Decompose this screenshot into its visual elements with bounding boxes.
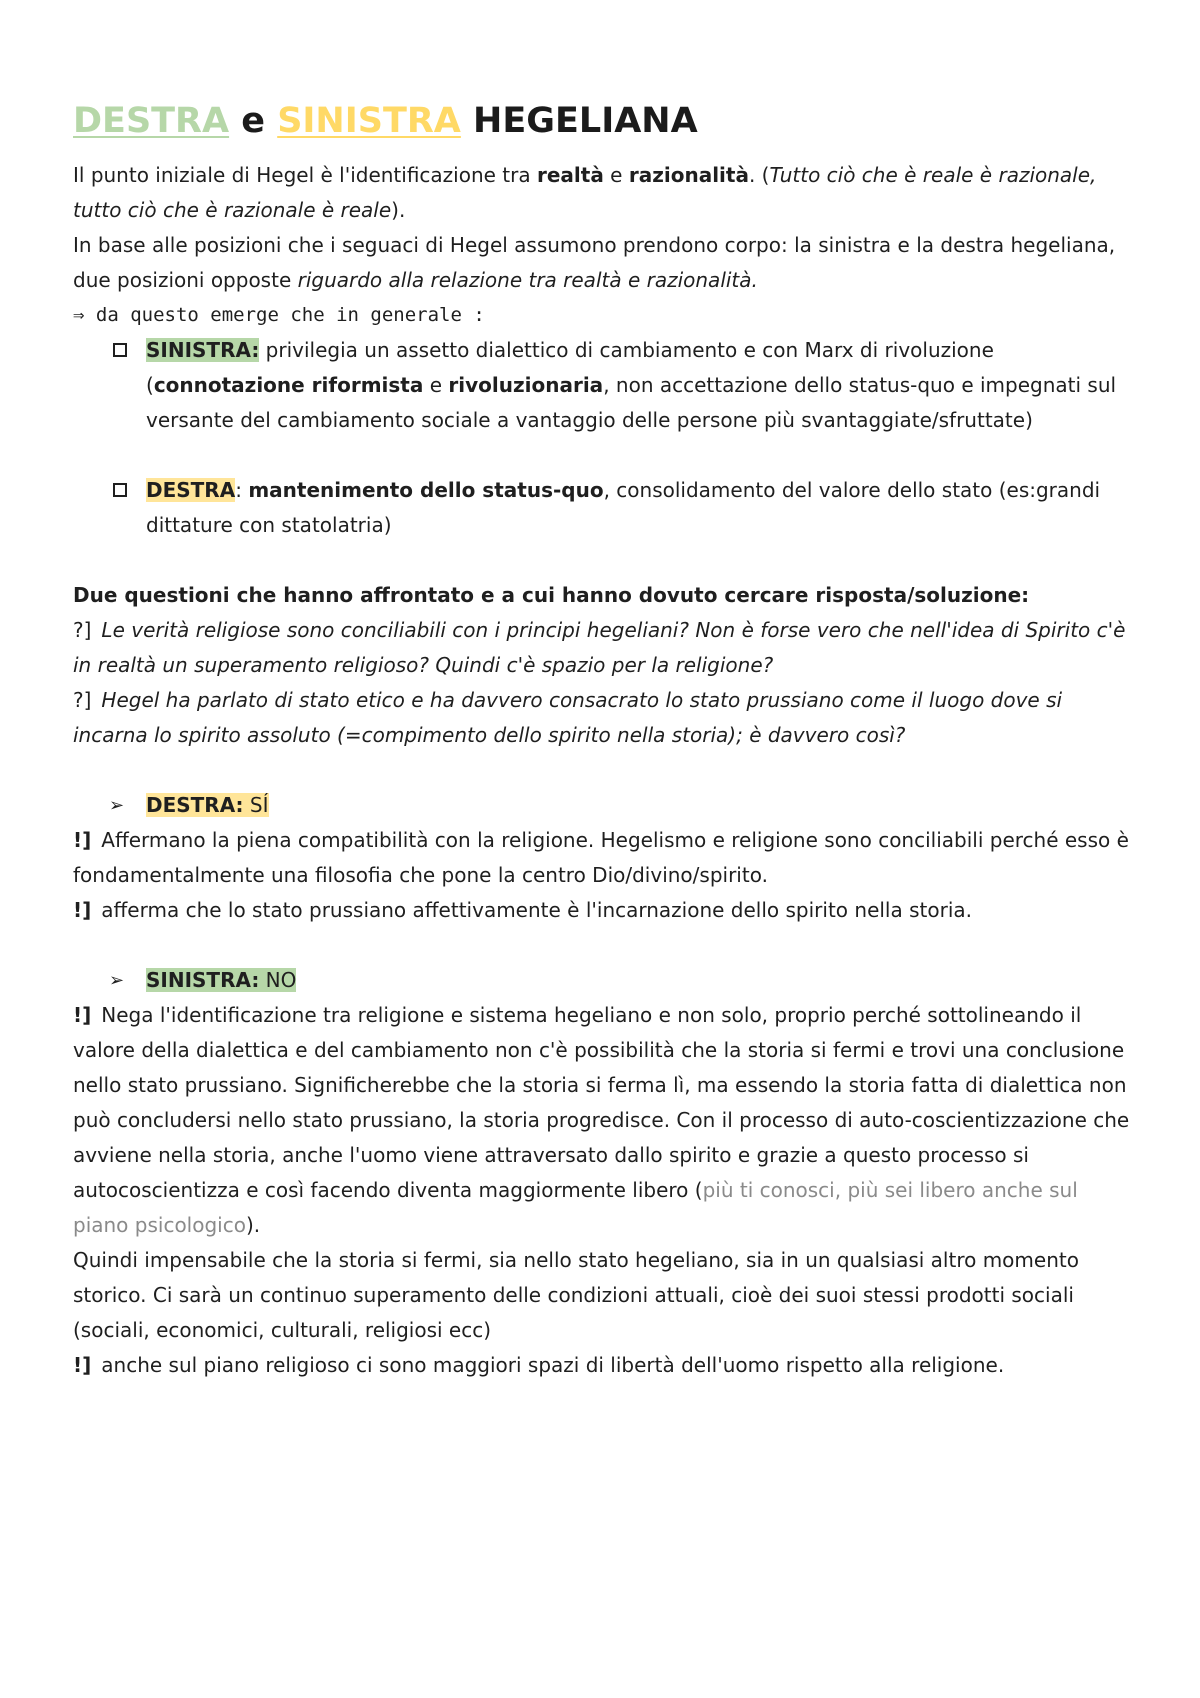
title-hegeliana: HEGELIANA — [460, 101, 698, 141]
question-text: Hegel ha parlato di stato etico e ha davvero consacrato lo stato prussiano come il luogo dove si incarna lo spirito assoluto (=compimento dello spirito nella storia); è davvero così? — [73, 688, 1063, 747]
title-destra: DESTRA — [73, 101, 230, 141]
sinistra-text: ). — [245, 1213, 261, 1237]
destra-heading — [73, 788, 1138, 823]
questions-heading — [73, 578, 1138, 613]
intro-paragraph-2 — [73, 228, 1138, 298]
destra-text: Affermano la piena compatibilità con la religione. Hegelismo e religione sono conciliabili perché esso è fondamentalmente una filosofia che pone la centro Dio/divino/spirito. — [73, 828, 1129, 887]
sinistra-label: SINISTRA: — [146, 338, 260, 362]
sinistra-answer-label — [146, 968, 296, 992]
exclamation-mark: !] — [73, 1353, 92, 1377]
sinistra-answer: NO — [259, 968, 297, 992]
intro-bold-realta: realtà — [536, 163, 604, 187]
bullet-bold: connotazione riformista — [153, 373, 424, 397]
spacer — [73, 438, 1138, 473]
spacer — [73, 543, 1138, 578]
questions-heading-text: Due questioni che hanno affrontato e a cui hanno dovuto cercare risposta/soluzione: — [73, 583, 1030, 607]
question-2 — [73, 683, 1138, 753]
intro-text: ). — [391, 198, 406, 222]
document-body — [73, 96, 1138, 1383]
bullet-text: : — [235, 478, 249, 502]
exclamation-mark: !] — [73, 828, 92, 852]
exclamation-mark: !] — [73, 898, 92, 922]
intro-quote: Tutto ciò che è reale è razionale, tutto ciò che è razionale è reale — [73, 163, 1097, 222]
title-conjunction: e — [229, 101, 278, 141]
question-mark: ?] — [73, 618, 92, 642]
bullet-bold: rivoluzionaria — [448, 373, 604, 397]
title-sinistra: SINISTRA — [277, 101, 461, 141]
destra-text: afferma che lo stato prussiano affettivamente è l'incarnazione dello spirito nella storia. — [101, 898, 972, 922]
checkbox-icon — [113, 483, 127, 497]
destra-paragraph-1 — [73, 823, 1138, 893]
bullet-text: e — [423, 373, 449, 397]
page-title — [73, 96, 1138, 146]
sinistra-text: anche sul piano religioso ci sono maggiori spazi di libertà dell'uomo rispetto alla religione. — [101, 1353, 1005, 1377]
intro-bold-razionalita: razionalità — [628, 163, 749, 187]
bullet-text: , consolidamento del valore dello stato (es:grandi dittature con statolatria) — [146, 478, 1101, 537]
bullet-text: , non accettazione dello status-quo e impegnati sul versante del cambiamento sociale a vantaggio delle persone più svantaggiate/sfruttate) — [146, 373, 1117, 432]
destra-answer-label — [146, 793, 269, 817]
intro-paragraph-1 — [73, 158, 1138, 228]
sinistra-grey-note: più ti conosci, più sei libero anche sul piano psicologico — [73, 1178, 1078, 1237]
bullet-list — [73, 333, 1138, 543]
checkbox-icon — [113, 343, 127, 357]
intro-text: In base alle posizioni che i seguaci di Hegel assumono prendono corpo: la sinistra e la destra hegeliana, due posizioni opposte — [73, 233, 1116, 292]
destra-label-text: DESTRA: — [146, 793, 244, 817]
intro-text: Il punto iniziale di Hegel è l'identificazione tra — [73, 163, 537, 187]
sinistra-text: Nega l'identificazione tra religione e sistema hegeliano e non solo, proprio perché sottolineando il valore della dialettica e del cambiamento non c'è possibilità che la storia si fermi e trovi una conclusione nello stato prussiano. Significherebbe che la storia si ferma lì, ma essendo la storia fatta di dialettica non può concludersi nello stato prussiano, la storia progredisce. Con il processo di auto-coscientizzazione che avviene nella storia, anche l'uomo viene attraversato dallo spirito e grazie a questo processo si autocoscientizza e così facendo diventa maggiormente libero ( — [73, 1003, 1130, 1202]
destra-paragraph-2 — [73, 893, 1138, 928]
intro-text: e — [603, 163, 629, 187]
question-mark: ?] — [73, 688, 92, 712]
question-text: Le verità religiose sono conciliabili con i principi hegeliani? Non è forse vero che nell'idea di Spirito c'è in realtà un superamento religioso? Quindi c'è spazio per la religione? — [73, 618, 1126, 677]
arrowhead-icon: ➢ — [109, 795, 125, 816]
sinistra-paragraph-2: Quindi impensabile che la storia si fermi, sia nello stato hegeliano, sia in un qualsiasi altro momento storico. Ci sarà un continuo superamento delle condizioni attuali, cioè dei suoi stessi prodotti sociali (sociali, economici, culturali, religiosi ecc) — [73, 1248, 1079, 1342]
sinistra-paragraph-1 — [73, 998, 1138, 1243]
destra-label: DESTRA — [146, 478, 236, 502]
intro-italic: riguardo alla relazione tra realtà e razionalità. — [297, 268, 758, 292]
bullet-text: privilegia un assetto dialettico di cambiamento e con Marx di rivoluzione ( — [146, 338, 994, 397]
intro-arrow-line: ⇒ da questo emerge che in generale : — [73, 304, 485, 326]
intro-text: . ( — [748, 163, 770, 187]
bullet-sinistra — [73, 333, 1138, 438]
spacer — [73, 753, 1138, 788]
spacer — [73, 928, 1138, 963]
exclamation-mark: !] — [73, 1003, 92, 1027]
bullet-destra — [73, 473, 1138, 543]
question-1 — [73, 613, 1138, 683]
sinistra-heading — [73, 963, 1138, 998]
sinistra-paragraph-3 — [73, 1348, 1138, 1383]
destra-answer: SÍ — [243, 793, 269, 817]
bullet-bold: mantenimento dello status-quo — [248, 478, 604, 502]
sinistra-label-text: SINISTRA: — [146, 968, 260, 992]
arrowhead-icon: ➢ — [109, 970, 125, 991]
